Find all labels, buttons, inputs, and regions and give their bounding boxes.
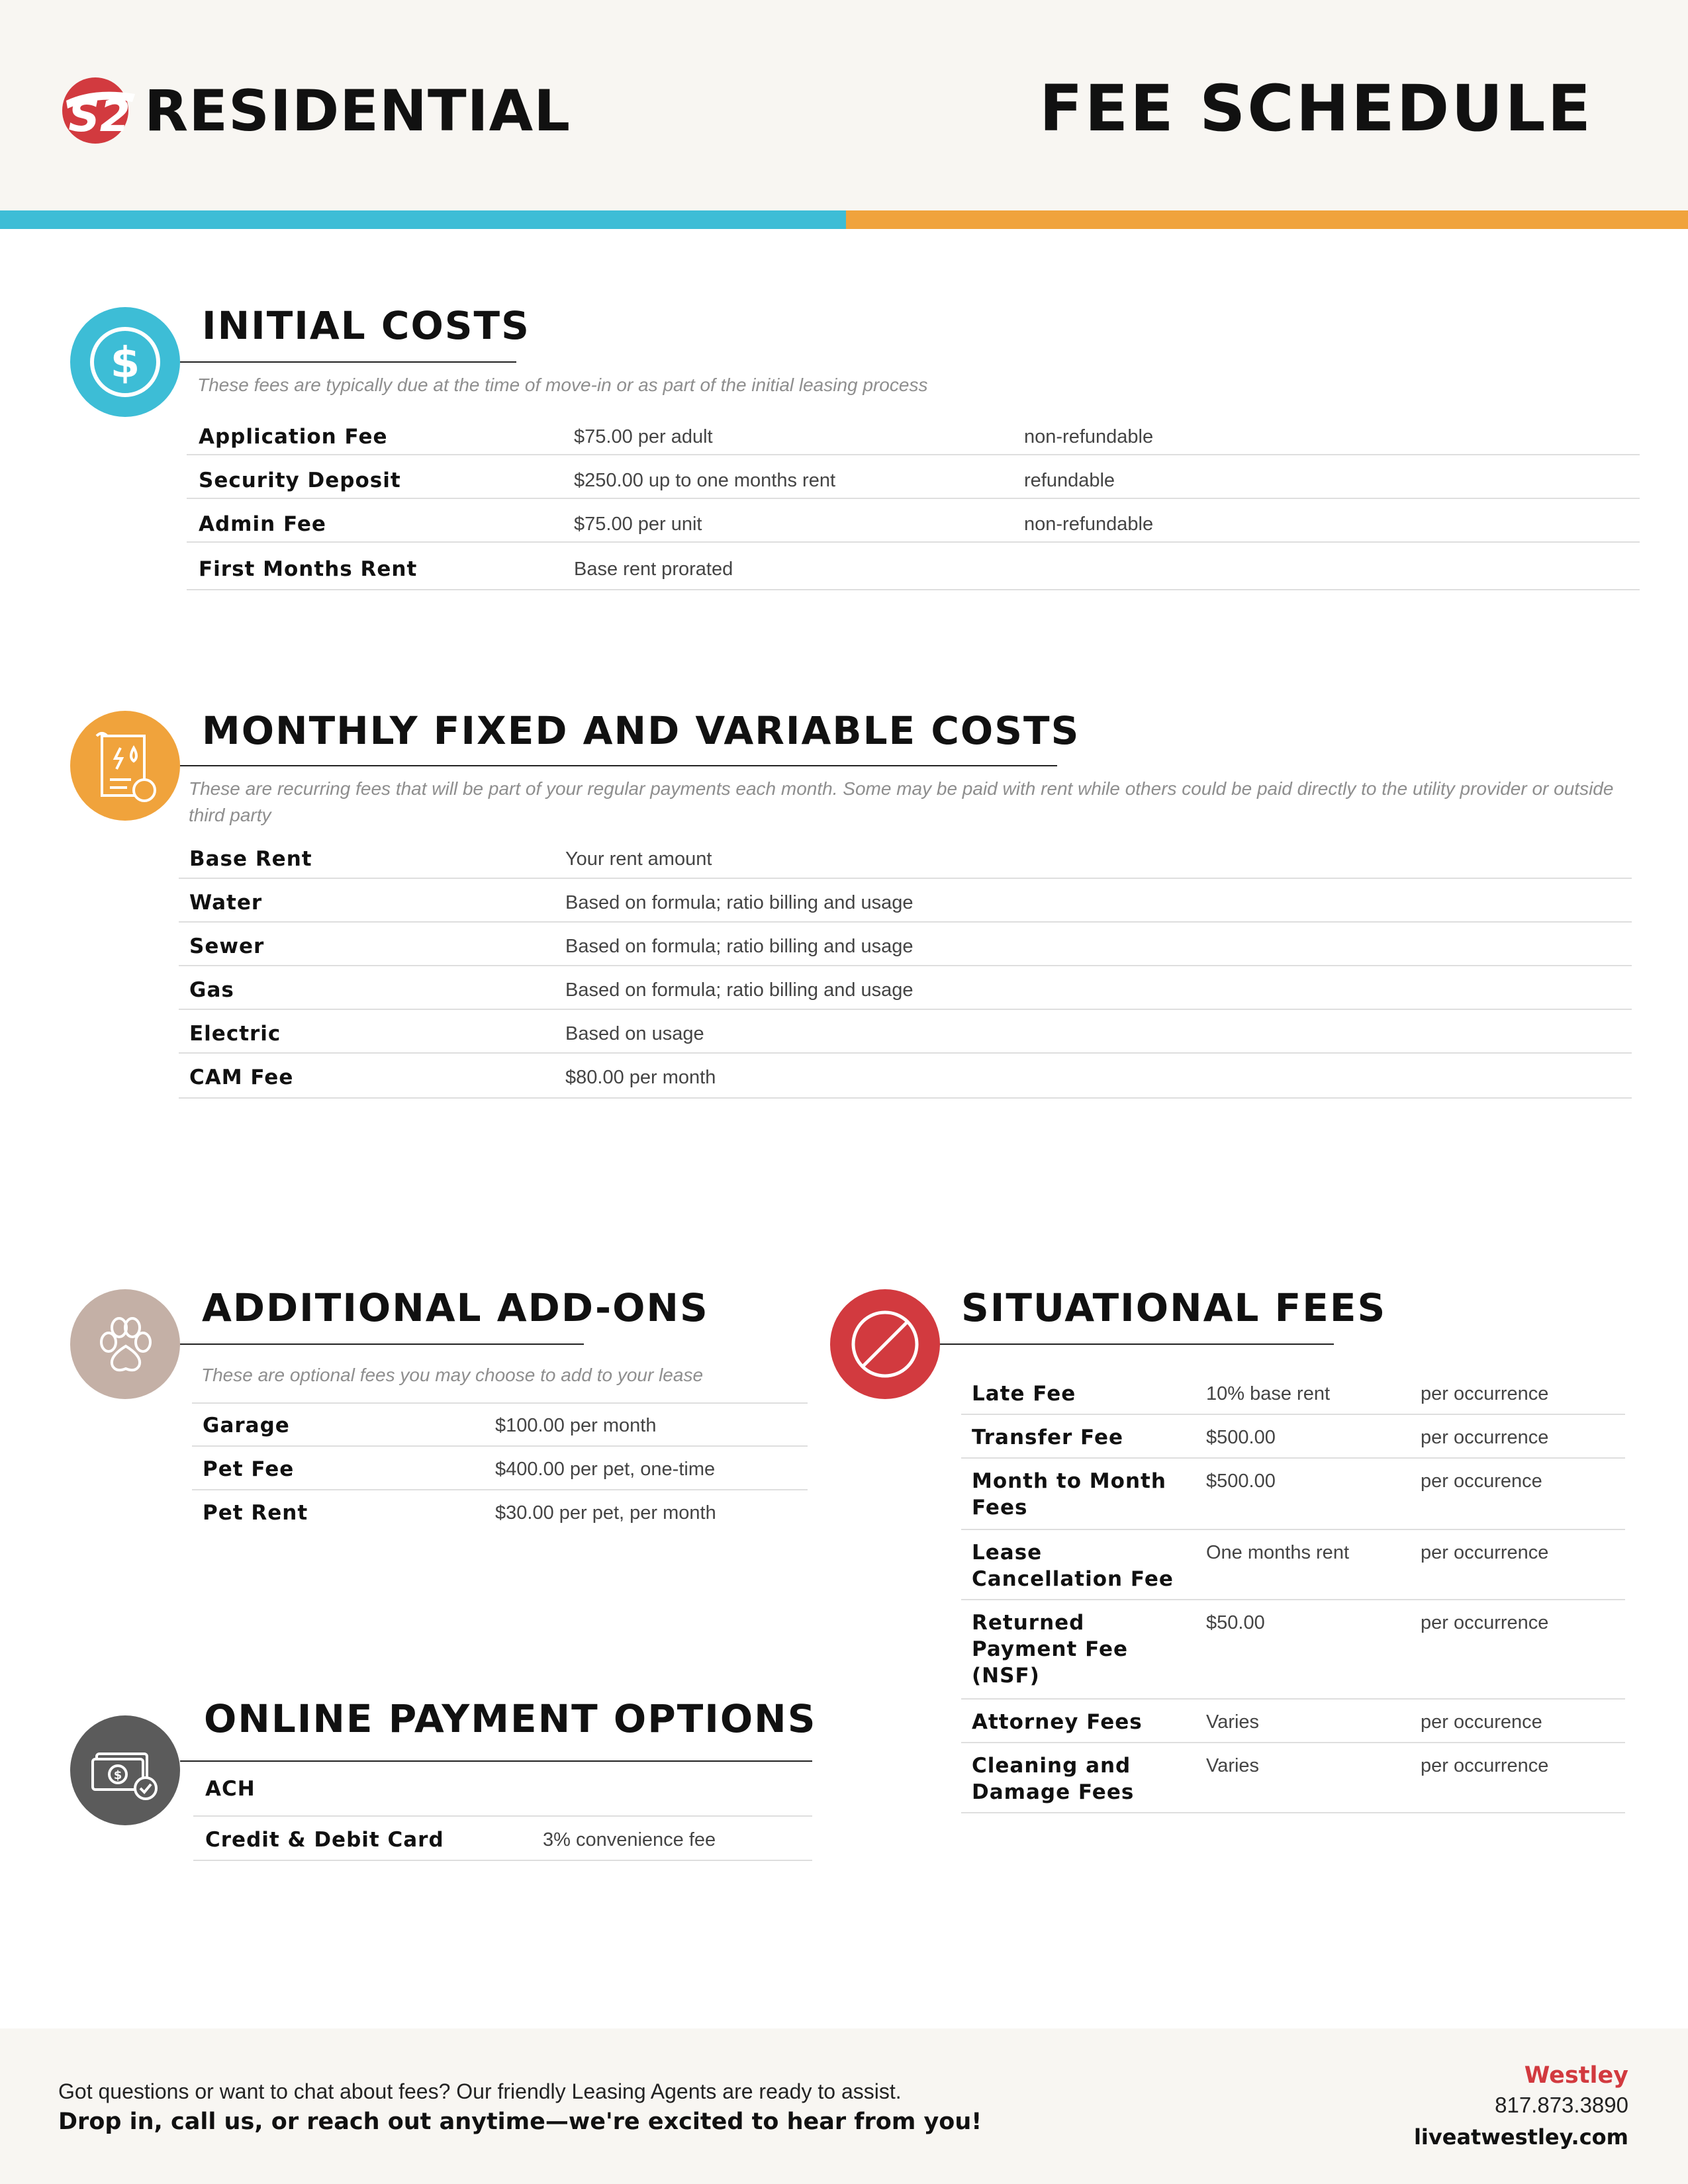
table-row: [961, 1468, 1625, 1530]
fee-note: per occurrence: [1421, 1755, 1549, 1776]
fee-amount: 10% base rent: [1206, 1383, 1331, 1404]
fee-label: Transfer Fee: [972, 1426, 1124, 1449]
list-item: [192, 1500, 808, 1533]
fee-note: non-refundable: [1024, 514, 1154, 535]
cash-check-icon: [70, 1715, 180, 1825]
utility-bill-icon: [70, 711, 180, 821]
fee-label: Garage: [203, 1414, 290, 1437]
payment-fee: 3% convenience fee: [543, 1829, 716, 1850]
fee-amount: $75.00 per adult: [574, 426, 713, 447]
dollar-icon: [70, 307, 180, 417]
paw-icon: [70, 1289, 180, 1399]
fee-label: Returned Payment Fee (NSF): [972, 1611, 1129, 1688]
monthly-costs-rule: [180, 765, 1057, 766]
table-row: [961, 1424, 1625, 1459]
table-row: [179, 932, 1632, 966]
fee-amount: Based on formula; ratio billing and usage: [565, 936, 914, 957]
phone-number[interactable]: 817.873.3890: [1495, 2093, 1628, 2117]
fee-label: Month to Month Fees: [972, 1469, 1166, 1520]
initial-costs-title: INITIAL COSTS: [202, 303, 530, 348]
footer-cta: Drop in, call us, or reach out anytime—we're excited to hear from you!: [58, 2109, 982, 2135]
fee-label: Late Fee: [972, 1382, 1076, 1406]
fee-label: Admin Fee: [199, 512, 326, 536]
table-row: [961, 1381, 1625, 1415]
fee-note: non-refundable: [1024, 426, 1154, 447]
fee-amount: $80.00 per month: [565, 1067, 716, 1088]
fee-note: per occurence: [1421, 1471, 1542, 1492]
fee-label: Cleaning and Damage Fees: [972, 1754, 1135, 1804]
addons-rule: [180, 1343, 584, 1345]
table-row: [192, 1401, 808, 1404]
table-row: [187, 555, 1640, 590]
fee-note: per occurrence: [1421, 1542, 1549, 1563]
fee-label: Application Fee: [199, 425, 388, 449]
svg-text:$: $: [110, 339, 140, 388]
prohibited-icon: [830, 1289, 940, 1399]
payment-options-title: ONLINE PAYMENT OPTIONS: [204, 1696, 817, 1741]
svg-text:$: $: [113, 1768, 122, 1782]
table-row: [961, 1752, 1625, 1813]
fee-label: CAM Fee: [189, 1066, 294, 1089]
fee-amount: $500.00: [1206, 1471, 1276, 1492]
fee-label: Sewer: [189, 934, 265, 958]
footer-question: Got questions or want to chat about fees? Our friendly Leasing Agents are ready to assist.: [58, 2079, 902, 2103]
addons-description: These are optional fees you may choose to add to your lease: [201, 1365, 704, 1385]
fee-label: Gas: [189, 978, 234, 1002]
table-row: [961, 1539, 1625, 1600]
fee-amount: Varies: [1206, 1755, 1260, 1776]
fee-amount: Your rent amount: [565, 848, 712, 870]
fee-amount: $30.00 per pet, per month: [495, 1502, 716, 1524]
addons-title: ADDITIONAL ADD-ONS: [202, 1285, 709, 1330]
fee-amount: Base rent prorated: [574, 559, 733, 580]
initial-costs-description: These fees are typically due at the time of move-in or as part of the initial leasing process: [197, 375, 928, 395]
table-row: [193, 1770, 812, 1817]
table-row: [179, 976, 1632, 1010]
situational-fees-rule: [940, 1343, 1334, 1345]
table-row: [179, 844, 1632, 879]
table-row: [192, 1456, 808, 1490]
table-row: [179, 888, 1632, 923]
table-row: [192, 1412, 808, 1447]
table-row: [179, 1019, 1632, 1054]
table-row: [187, 510, 1640, 543]
table-row: [179, 1063, 1632, 1099]
svg-text:S2: S2: [68, 91, 130, 142]
fee-label: Pet Rent: [203, 1501, 308, 1525]
fee-label: Base Rent: [189, 847, 312, 871]
fee-amount: Based on usage: [565, 1023, 704, 1044]
payment-label: Credit & Debit Card: [205, 1828, 444, 1852]
monthly-costs-description: These are recurring fees that will be part of your regular payments each month. Some may be paid with rent while others could be paid directly to the utility provider or outside third party: [189, 778, 1614, 825]
fee-note: per occurence: [1421, 1711, 1542, 1733]
fee-label: Security Deposit: [199, 469, 401, 492]
fee-label: Attorney Fees: [972, 1710, 1143, 1734]
fee-amount: $75.00 per unit: [574, 514, 702, 535]
payment-label: ACH: [205, 1777, 256, 1801]
fee-amount: $250.00 up to one months rent: [574, 470, 836, 491]
initial-costs-rule: [180, 361, 516, 363]
page-title: FEE SCHEDULE: [1039, 71, 1593, 146]
s2-logo-mark: [61, 74, 139, 147]
fee-amount: $50.00: [1206, 1612, 1265, 1633]
fee-amount: One months rent: [1206, 1542, 1349, 1563]
fee-amount: $100.00 per month: [495, 1415, 657, 1436]
fee-label: Pet Fee: [203, 1457, 295, 1481]
header-stripe-orange: [846, 210, 1688, 229]
table-row: [187, 422, 1640, 455]
payment-options-rule: [180, 1760, 812, 1762]
fee-note: refundable: [1024, 470, 1115, 491]
header-stripe-blue: [0, 210, 846, 229]
fee-amount: Varies: [1206, 1711, 1260, 1733]
situational-fees-title: SITUATIONAL FEES: [961, 1285, 1387, 1330]
fee-label: Electric: [189, 1022, 281, 1046]
monthly-costs-title: MONTHLY FIXED AND VARIABLE COSTS: [202, 708, 1080, 753]
table-row: [961, 1709, 1625, 1743]
fee-amount: Based on formula; ratio billing and usage: [565, 892, 914, 913]
fee-label: Water: [189, 891, 263, 915]
website-link[interactable]: liveatwestley.com: [1413, 2124, 1628, 2150]
fee-note: per occurrence: [1421, 1612, 1549, 1633]
fee-amount: $500.00: [1206, 1427, 1276, 1448]
fee-note: per occurrence: [1421, 1383, 1549, 1404]
fee-label: First Months Rent: [199, 557, 418, 581]
table-row: [193, 1825, 812, 1861]
table-row: [187, 466, 1640, 499]
fee-amount: Based on formula; ratio billing and usage: [565, 979, 914, 1001]
fee-amount: $400.00 per pet, one-time: [495, 1459, 716, 1480]
fee-note: per occurrence: [1421, 1427, 1549, 1448]
property-name: Westley: [1524, 2062, 1628, 2089]
fee-label: Lease Cancellation Fee: [972, 1541, 1174, 1591]
table-row: [961, 1610, 1625, 1700]
logo-wordmark: RESIDENTIAL: [144, 78, 571, 144]
